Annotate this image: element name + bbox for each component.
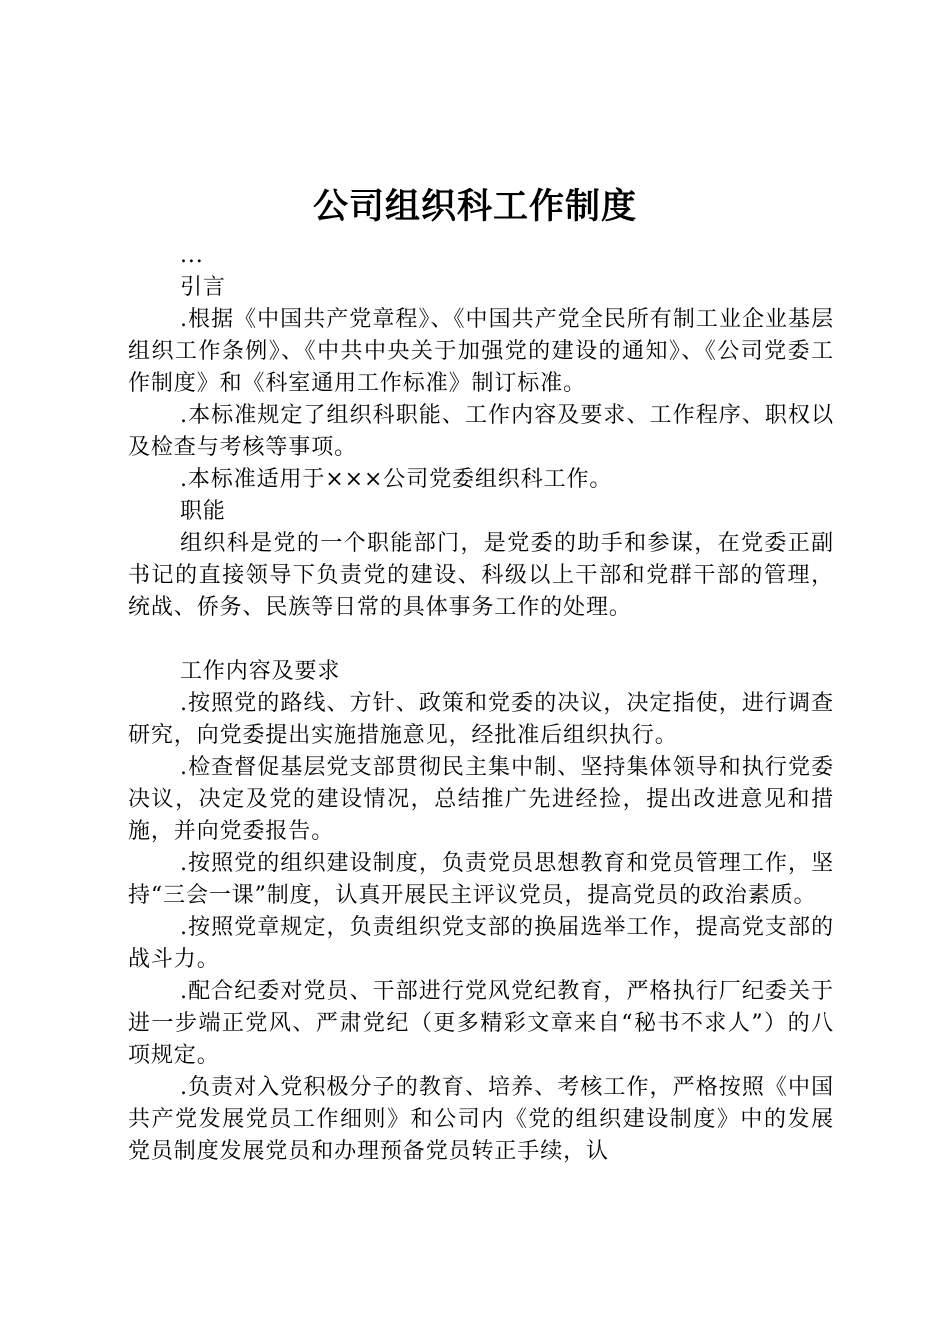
blank-line [128, 624, 834, 656]
paragraph: 组织科是党的一个职能部门，是党委的助手和参谋，在党委正副书记的直接领导下负责党的建设、科级以上干部和党群干部的管理，统战、侨务、民族等日常的具体事务工作的处理。 [128, 531, 834, 620]
paragraph: .检查督促基层党支部贯彻民主集中制、坚持集体领导和执行党委决议，决定及党的建设情况，总结推广先进经捡，提出改进意见和措施，并向党委报告。 [128, 755, 834, 844]
paragraph: .按照党的路线、方针、政策和党委的决议，决定指使，进行调查研究，向党委提出实施措施意见，经批准后组织执行。 [128, 691, 834, 748]
paragraph: .按照党的组织建设制度，负责党员思想教育和党员管理工作，坚持“三会一课”制度，认真开展民主评议党员，提高党员的政治素质。 [128, 851, 834, 908]
paragraph: .本标准规定了组织科职能、工作内容及要求、工作程序、职权以及检查与考核等事项。 [128, 403, 834, 460]
paragraph: .本标准适用于×××公司党委组织科工作。 [180, 467, 613, 492]
document-title: 公司组织科工作制度 [312, 186, 637, 227]
paragraph: .根据《中国共产党章程》、《中国共产党全民所有制工业企业基层组织工作条例》、《中共中央关于加强党的建设的通知》、《公司党委工作制度》和《科室通用工作标准》制订标准。 [128, 307, 834, 396]
paragraph: .配合纪委对党员、干部进行党风党纪教育，严格执行厂纪委关于进一步端正党风、严肃党纪（更多精彩文章来自“秘书不求人”）的八项规定。 [128, 979, 834, 1068]
ellipsis-line: ... [180, 243, 204, 268]
section-heading-intro: 引言 [180, 275, 226, 300]
paragraph: .按照党章规定，负责组织党支部的换届选举工作，提高党支部的战斗力。 [128, 915, 834, 972]
section-heading-functions: 职能 [180, 499, 226, 524]
section-heading-work-content: 工作内容及要求 [180, 659, 341, 684]
paragraph: .负责对入党积极分子的教育、培养、考核工作，严格按照《中国共产党发展党员工作细则》和公司内《党的组织建设制度》中的发展党员制度发展党员和办理预备党员转正手续，认 [128, 1075, 834, 1164]
document-body [128, 240, 834, 1168]
